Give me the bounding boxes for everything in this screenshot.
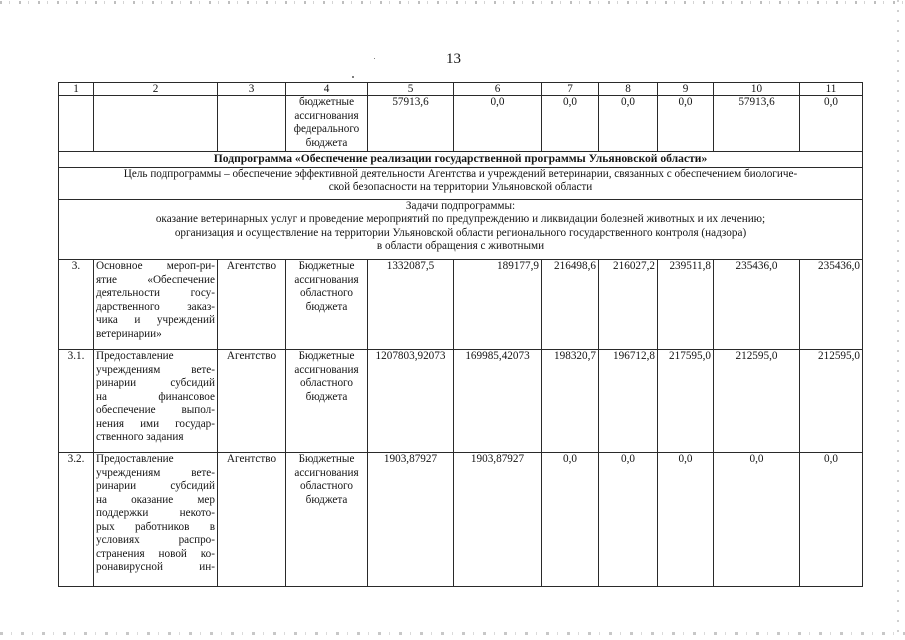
measure-name-line: Основное мероп-ри- (96, 260, 215, 272)
funding-source-cell (286, 260, 368, 350)
table-row-measure-3-2 (59, 453, 863, 587)
row-number: 3.2. (59, 453, 94, 587)
funding-source-line: бюджета (305, 493, 348, 506)
row-number: 3.1. (59, 350, 94, 453)
measure-name-line: Предоставление (96, 350, 174, 362)
column-number: 9 (658, 83, 714, 96)
value-year: 0,0 (599, 96, 658, 152)
value-year: 216027,2 (599, 260, 658, 350)
funding-source-line: Бюджетные (298, 350, 355, 362)
funding-source-line: ассигнования (294, 109, 359, 122)
value-year: 0,0 (542, 453, 599, 587)
column-number: 4 (286, 83, 368, 96)
measure-name-line: нения ими государ- (96, 417, 215, 430)
goal-line: Цель подпрограммы – обеспечение эффективной деятельности Агентства и учреждений ветеринарии, связанных с обеспечением биологиче- (123, 168, 798, 180)
value-year: 212595,0 (714, 350, 800, 453)
measure-name-line: обеспечение выпол- (96, 404, 215, 416)
goal-row (59, 168, 863, 200)
row-number: 3. (59, 260, 94, 350)
value-year: 216498,6 (542, 260, 599, 350)
value-year: 212595,0 (800, 350, 863, 453)
measure-name (94, 453, 218, 587)
value-total: 1903,87927 (368, 453, 454, 587)
value-year: 196712,8 (599, 350, 658, 453)
empty-cell (218, 96, 286, 152)
funding-source-cell (286, 350, 368, 453)
funding-source-cell (286, 96, 368, 152)
measure-name-line: ственного задания (96, 431, 184, 443)
funding-source-line: бюджета (305, 136, 348, 149)
value-year: 0,0 (714, 453, 800, 587)
scan-edge-bottom (0, 632, 905, 635)
measure-name-line: ронавирусной ин- (96, 561, 215, 573)
subprogram-goal (59, 168, 863, 200)
measure-name (94, 260, 218, 350)
table-row-measure-3 (59, 260, 863, 350)
measure-name-line: учреждениям вете- (96, 363, 215, 376)
tasks-row (59, 200, 863, 260)
column-number: 1 (59, 83, 94, 96)
measure-name-line: странения новой ко- (96, 547, 215, 560)
funding-source-line: областного (300, 377, 353, 389)
funding-source-line: областного (300, 480, 353, 492)
tasks-line: организация и осуществление на территории Ульяновской области регионального государственного контроля (надзора) (174, 226, 747, 239)
value-year: 0,0 (658, 453, 714, 587)
value-total: 1332087,5 (368, 260, 454, 350)
tasks-line: оказание ветеринарных услуг и проведение мероприятий по предупреждению и ликвидации болезней животных и их лечению; (155, 213, 766, 226)
funding-source-line: ассигнования (294, 363, 359, 376)
measure-name-line: поддержки некото- (96, 507, 215, 519)
value-total: 1207803,92073 (368, 350, 454, 453)
tasks-line: Задачи подпрограммы: (405, 200, 516, 212)
scan-edge-right (897, 0, 899, 640)
funding-source-cell (286, 453, 368, 587)
funding-source-line: бюджета (305, 390, 348, 403)
measure-name (94, 350, 218, 453)
value-year: 169985,42073 (454, 350, 542, 453)
column-number: 3 (218, 83, 286, 96)
measure-name-line: ринарии субсидий (96, 480, 215, 492)
measure-name-line: рых работников в (96, 520, 215, 533)
column-number: 2 (94, 83, 218, 96)
executor: Агентство (218, 260, 286, 350)
funding-source-line: бюджетные (298, 96, 355, 108)
value-year: 0,0 (454, 96, 542, 152)
subprogram-title-row (59, 152, 863, 168)
table-row-federal-budget (59, 96, 863, 152)
page-number: 13 (446, 51, 461, 67)
measure-name-line: ветеринарии» (96, 327, 162, 340)
value-year: 57913,6 (714, 96, 800, 152)
value-year: 235436,0 (714, 260, 800, 350)
column-number: 5 (368, 83, 454, 96)
value-year: 1903,87927 (454, 453, 542, 587)
executor: Агентство (218, 453, 286, 587)
table-row-measure-3-1 (59, 350, 863, 453)
scan-speck (352, 76, 354, 78)
funding-source-line: ассигнования (294, 273, 359, 286)
measure-name-line: на финансовое (96, 390, 215, 403)
value-year: 239511,8 (658, 260, 714, 350)
funding-source-line: областного (300, 287, 353, 299)
value-year: 0,0 (542, 96, 599, 152)
funding-source-line: бюджета (305, 300, 348, 313)
column-number: 8 (599, 83, 658, 96)
measure-name-line: условиях распро- (96, 534, 215, 546)
tasks-line: в области обращения с животными (376, 240, 545, 253)
measure-name-line: дарственного заказ- (96, 300, 215, 313)
value-year: 198320,7 (542, 350, 599, 453)
funding-source-line: федерального (293, 123, 360, 135)
measure-name-line: на оказание мер (96, 493, 215, 506)
measure-name-line: чика и учреждений (96, 314, 215, 326)
value-year: 217595,0 (658, 350, 714, 453)
empty-cell (94, 96, 218, 152)
measure-name-line: деятельности госу- (96, 287, 215, 299)
column-number: 10 (714, 83, 800, 96)
funding-source-line: ассигнования (294, 466, 359, 479)
scan-edge-top (0, 1, 905, 4)
measure-name-line: ринарии субсидий (96, 377, 215, 389)
funding-source-line: Бюджетные (298, 260, 355, 272)
empty-cell (59, 96, 94, 152)
goal-line: ской безопасности на территории Ульяновской области (328, 181, 593, 194)
executor: Агентство (218, 350, 286, 453)
measure-name-line: учреждениям вете- (96, 466, 215, 479)
value-year: 0,0 (599, 453, 658, 587)
column-number: 7 (542, 83, 599, 96)
column-number: 11 (800, 83, 863, 96)
value-total: 57913,6 (368, 96, 454, 152)
column-number-row (59, 83, 863, 96)
subprogram-tasks (59, 200, 863, 260)
value-year: 0,0 (800, 453, 863, 587)
value-year: 189177,9 (454, 260, 542, 350)
budget-table (58, 82, 863, 587)
value-year: 0,0 (800, 96, 863, 152)
scan-speck (374, 58, 375, 59)
subprogram-title: Подпрограмма «Обеспечение реализации государственной программы Ульяновской области» (59, 152, 863, 168)
measure-name-line: ятие «Обеспечение (96, 273, 215, 286)
funding-source-line: Бюджетные (298, 453, 355, 465)
value-year: 235436,0 (800, 260, 863, 350)
value-year: 0,0 (658, 96, 714, 152)
column-number: 6 (454, 83, 542, 96)
measure-name-line: Предоставление (96, 453, 174, 465)
